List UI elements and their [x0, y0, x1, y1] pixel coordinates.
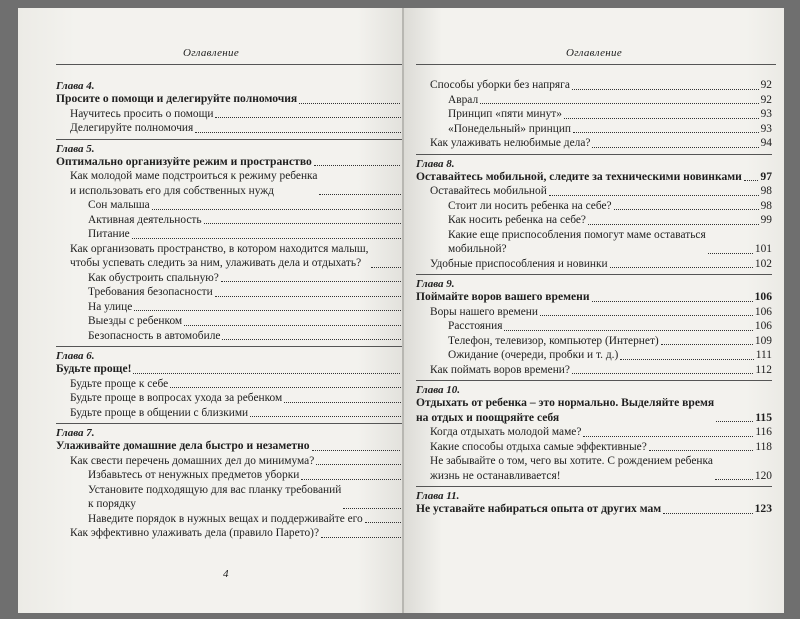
dot-leader [564, 118, 759, 119]
entry-text-continued: к порядку [88, 498, 136, 510]
entry-text-block [70, 242, 369, 271]
right-page [404, 8, 784, 613]
entry-text: Как улаживать нелюбимые дела? [430, 137, 591, 149]
entry-text: Будьте проще к себе [70, 377, 169, 390]
toc-entry [416, 305, 772, 320]
dot-leader [592, 147, 758, 148]
toc-subentry [56, 213, 414, 228]
toc-entry [56, 242, 414, 271]
page-ref: 101 [754, 243, 772, 255]
entry-text: Делегируйте полномочия [70, 122, 194, 134]
entry-text: «Понедельный» принцип [448, 122, 572, 135]
entry-text: Аврал [448, 93, 479, 106]
entry-text: Улаживайте домашние дела быстро и незаметно [56, 439, 310, 452]
dot-leader [583, 436, 753, 437]
toc-subentry [416, 122, 772, 137]
dot-leader [716, 421, 753, 422]
page-ref: 94 [760, 137, 772, 149]
dot-leader [371, 267, 401, 268]
page-ref: 92 [760, 79, 772, 91]
dot-leader [573, 132, 759, 133]
dot-leader [321, 537, 401, 538]
entry-text-block [430, 454, 713, 483]
entry-text: Избавьтесь от ненужных предметов уборки [88, 469, 300, 481]
section-divider [56, 139, 414, 140]
chapter-title-entry [56, 439, 414, 454]
dot-leader [170, 387, 400, 388]
dot-leader [215, 296, 401, 297]
running-head: Оглавление [565, 47, 623, 59]
chapter-label: Глава 10. [416, 384, 461, 396]
entry-text: Когда отдыхать молодой маме? [430, 426, 582, 438]
toc-subentry [56, 314, 414, 329]
dot-leader [316, 464, 400, 465]
entry-text-continued: и использовать его для собственных нужд [70, 184, 274, 197]
toc-entry [56, 121, 414, 136]
section-divider [416, 274, 772, 275]
dot-leader [222, 339, 400, 340]
page-ref: 115 [755, 410, 772, 424]
dot-leader [152, 209, 401, 210]
entry-text: Не забывайте о том, чего вы хотите. С рождением ребенка [430, 455, 713, 467]
toc-entry [56, 454, 414, 469]
page-ref: 106 [754, 290, 772, 303]
dot-leader [588, 224, 759, 225]
chapter-label: Глава 6. [56, 350, 95, 362]
chapter-label: Глава 8. [416, 157, 455, 170]
toc-right [416, 78, 772, 517]
dot-leader [504, 330, 752, 331]
page-ref: 102 [754, 257, 772, 270]
entry-text: Оптимально организуйте режим и пространство [56, 154, 312, 168]
toc-subentry [416, 213, 772, 228]
section-divider [416, 154, 772, 155]
toc-subentry [416, 319, 772, 334]
dot-leader [708, 253, 753, 254]
entry-text: Не уставайте набираться опыта от других мам [416, 502, 662, 515]
entry-text: Расстояния [448, 320, 503, 332]
toc-subentry [416, 199, 772, 214]
dot-leader [221, 281, 401, 282]
entry-text: Требования безопасности [88, 286, 213, 298]
entry-text: Как носить ребенка на себе? [448, 214, 586, 226]
entry-text: Принцип «пяти минут» [448, 108, 562, 120]
page-ref: 111 [755, 349, 772, 361]
toc-subentry [56, 198, 414, 213]
entry-text: Как поймать воров времени? [430, 363, 570, 376]
header-rule [416, 64, 776, 65]
toc-entry [416, 454, 772, 483]
entry-text-continued: жизнь не останавливается! [430, 469, 561, 482]
entry-text: Телефон, телевизор, компьютер (Интернет) [448, 334, 659, 347]
entry-text: Какие еще приспособления помогут маме оставаться [448, 228, 706, 241]
dot-leader [549, 195, 759, 196]
entry-text: Будьте проще в вопросах ухода за ребенком [70, 392, 283, 404]
entry-text: Как молодой маме подстроиться к режиму ребенка [70, 170, 318, 182]
page-ref: 112 [755, 363, 772, 376]
chapter-title-entry [416, 396, 772, 425]
chapter-title-entry [416, 170, 772, 185]
entry-text: Научитесь просить о помощи [70, 107, 214, 120]
toc-subentry [416, 107, 772, 122]
entry-text: Как обустроить спальную? [88, 271, 219, 284]
entry-text: Оставайтесь мобильной [430, 185, 547, 197]
toc-subentry [416, 228, 772, 257]
chapter-label: Глава 5. [56, 142, 95, 155]
entry-text-block [88, 483, 341, 512]
page-ref: 93 [760, 122, 772, 135]
dot-leader [250, 416, 400, 417]
page-ref: 98 [760, 185, 772, 197]
dot-leader [592, 301, 753, 302]
toc-entry [416, 363, 772, 378]
entry-text: Как свести перечень домашних дел до минимума? [70, 454, 315, 467]
dot-leader [480, 103, 758, 104]
page-ref: 120 [754, 469, 772, 482]
dot-leader [284, 402, 400, 403]
dot-leader [312, 450, 401, 451]
dot-leader [661, 344, 753, 345]
dot-leader [343, 508, 400, 509]
toc-entry [416, 184, 772, 199]
chapter-label: Глава 7. [56, 427, 95, 439]
toc-subentry [416, 334, 772, 349]
entry-text: Удобные приспособления и новинки [430, 257, 608, 270]
toc-subentry [56, 285, 414, 300]
toc-subentry [56, 468, 414, 483]
entry-text: Безопасность в автомобиле [88, 329, 221, 342]
entry-text: Отдыхать от ребенка – это нормально. Выделяйте время [416, 396, 715, 409]
entry-text-block [70, 169, 317, 198]
entry-text: Способы уборки без напряга [430, 79, 570, 91]
toc-subentry [416, 93, 772, 108]
entry-text: Какие способы отдыха самые эффективные? [430, 440, 647, 453]
toc-subentry [56, 329, 414, 344]
dot-leader [215, 117, 400, 118]
entry-text: Установите подходящую для вас планку требований [88, 483, 342, 496]
dot-leader [184, 325, 400, 326]
dot-leader [134, 310, 400, 311]
page-ref: 97 [760, 169, 772, 183]
dot-leader [319, 194, 400, 195]
dot-leader [299, 103, 400, 104]
toc-subentry [56, 483, 414, 512]
entry-text-continued: на отдых и поощряйте себя [416, 410, 560, 424]
toc-entry [416, 78, 772, 93]
toc-entry [56, 526, 414, 541]
toc-subentry [56, 271, 414, 286]
header-rule [56, 64, 414, 65]
toc-subentry [416, 348, 772, 363]
section-divider [56, 346, 414, 347]
dot-leader [744, 180, 759, 181]
section-divider [56, 423, 414, 424]
toc-entry [416, 440, 772, 455]
dot-leader [301, 479, 400, 480]
running-head: Оглавление [182, 47, 240, 59]
toc-subentry [56, 227, 414, 242]
toc-entry [56, 391, 414, 406]
left-page [18, 8, 404, 613]
dot-leader [572, 89, 759, 90]
entry-text: Стоит ли носить ребенка на себе? [448, 199, 612, 212]
entry-text-continued: мобильной? [448, 243, 507, 255]
dot-leader [572, 373, 753, 374]
chapter-title-entry [56, 155, 414, 170]
toc-entry [416, 425, 772, 440]
page-ref: 106 [754, 320, 772, 332]
entry-text-block [448, 228, 706, 257]
entry-text: Сон малыша [88, 199, 150, 211]
chapter-title-entry [56, 92, 414, 107]
dot-leader [715, 479, 753, 480]
entry-text: Активная деятельность [88, 213, 202, 226]
entry-text: Будьте проще! [56, 362, 132, 375]
page-ref: 93 [760, 108, 772, 120]
page-ref: 118 [755, 440, 772, 453]
dot-leader [365, 522, 401, 523]
chapter-title-entry [416, 290, 772, 305]
page-ref: 123 [754, 502, 772, 515]
toc-entry [416, 257, 772, 272]
page-ref: 109 [754, 334, 772, 347]
dot-leader [620, 359, 753, 360]
page-ref: 116 [755, 426, 772, 438]
entry-text: Поймайте воров вашего времени [416, 290, 590, 303]
toc-left [56, 78, 414, 541]
page-ref: 106 [754, 305, 772, 318]
chapter-label: Глава 4. [56, 80, 95, 92]
toc-entry [56, 107, 414, 122]
dot-leader [133, 373, 400, 374]
toc-entry [56, 169, 414, 198]
toc-entry [416, 136, 772, 151]
entry-text: Выезды с ребенком [88, 315, 183, 327]
chapter-title-entry [416, 502, 772, 517]
toc-subentry [56, 300, 414, 315]
dot-leader [132, 238, 401, 239]
dot-leader [195, 132, 400, 133]
entry-text: Питание [88, 228, 130, 240]
entry-text: Воры нашего времени [430, 305, 538, 318]
chapter-label: Глава 9. [416, 278, 455, 290]
entry-text: Наведите порядок в нужных вещах и поддерживайте его [88, 512, 363, 525]
dot-leader [663, 513, 752, 514]
page-ref: 98 [760, 199, 772, 212]
dot-leader [610, 267, 753, 268]
entry-text-continued: чтобы успевать следить за ним, улаживать дела и отдыхать? [70, 257, 362, 269]
toc-subentry [56, 512, 414, 527]
section-divider [416, 380, 772, 381]
entry-text: Ожидание (очереди, пробки и т. д.) [448, 349, 619, 361]
dot-leader [314, 165, 401, 166]
dot-leader [204, 223, 401, 224]
toc-entry [56, 406, 414, 421]
entry-text: Как эффективно улаживать дела (правило Парето)? [70, 527, 320, 539]
page-ref: 92 [760, 93, 772, 106]
dot-leader [614, 209, 759, 210]
entry-text: Как организовать пространство, в котором находится малыш, [70, 242, 369, 255]
entry-text: Оставайтесь мобильной, следите за техническими новинками [416, 169, 742, 183]
entry-text: На улице [88, 300, 133, 313]
dot-leader [540, 315, 753, 316]
entry-text-block [416, 396, 714, 425]
page-ref: 99 [760, 214, 772, 226]
toc-entry [56, 377, 414, 392]
entry-text: Просите о помощи и делегируйте полномочия [56, 92, 298, 105]
section-divider [416, 486, 772, 487]
dot-leader [649, 450, 754, 451]
page-number: 4 [223, 568, 229, 580]
chapter-label: Глава 11. [416, 490, 460, 502]
chapter-title-entry [56, 362, 414, 377]
entry-text: Будьте проще в общении с близкими [70, 406, 249, 419]
